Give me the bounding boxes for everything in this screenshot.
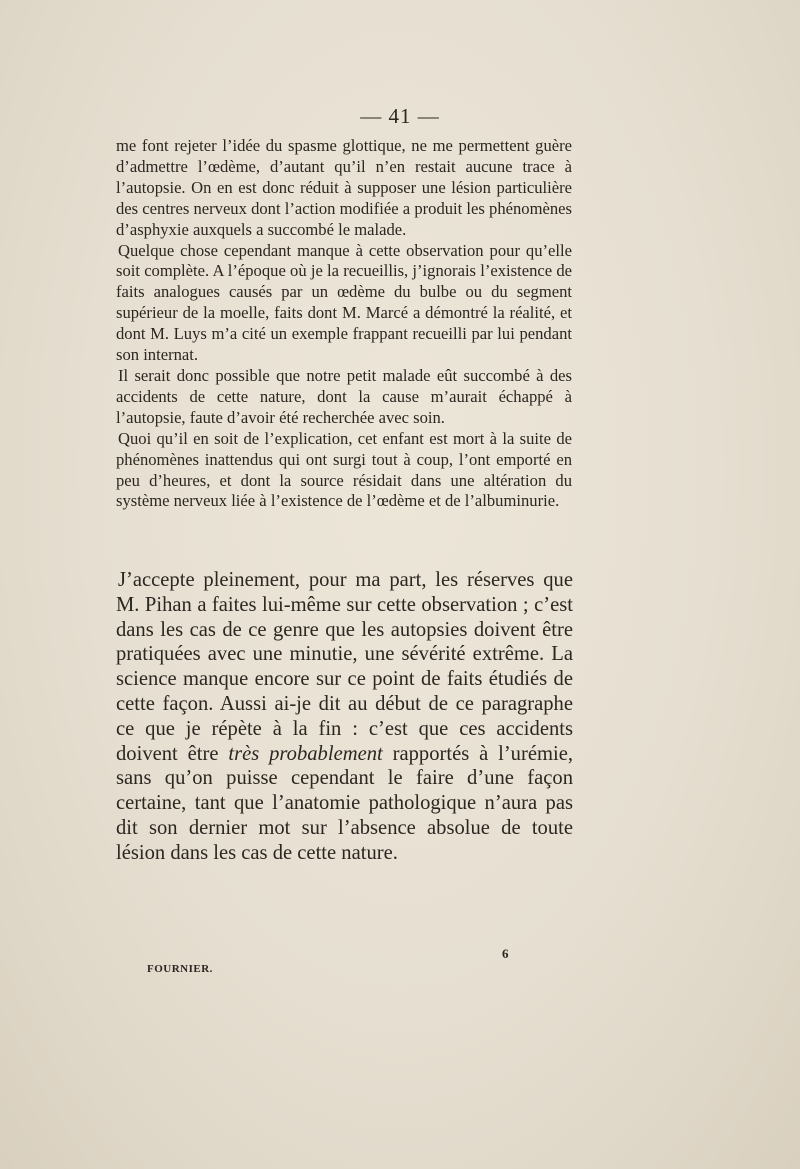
italic-phrase: très probablement <box>228 742 383 765</box>
paragraph: Il serait donc possible que notre petit malade eût succombé à des accidents de cette nature, dont la cause m’aurait échappé à l’autopsie, faute d’avoir été recherchée avec soin. <box>116 365 572 427</box>
paragraph: Quoi qu’il en soit de l’explication, cet enfant est mort à la suite de phénomènes inattendus qui ont surgi tout à coup, l’ont emporté en peu d’heures, et dont la source résidait dans une altération du système nerveux liée à l’existence de l’œdème et de l’albuminurie. <box>116 428 572 511</box>
paragraph <box>116 568 573 866</box>
main-text-section <box>116 568 573 866</box>
paragraph: Quelque chose cependant manque à cette observation pour qu’elle soit complète. A l’époque où je la recueillis, j’ignorais l’existence de faits analogues causés par un œdème du bulbe ou du segment supérieur de la moelle, faits dont M. Marcé a démontré la réalité, et dont M. Luys m’a cité un exemple frappant recueilli par lui pendant son internat. <box>116 240 572 365</box>
text-run: J’accepte pleinement, pour ma part, les réserves que M. Pihan a faites lui-même sur cette observation ; c’est dans les cas de ce genre que les autopsies doivent être pratiquées avec une minutie, une sévérité extrême. La science manque encore sur ce point de faits étudiés de cette façon. Aussi ai-je dit au début de ce paragraphe ce que je répète à la fin : c’est que ces accidents doivent être <box>116 569 573 765</box>
page-number: — 41 — <box>360 104 440 128</box>
small-print-section <box>116 136 572 512</box>
text-run: rapportés à l’urémie, sans qu’on puisse cependant le faire d’une façon certaine, tant que l’anatomie pathologique n’aura pas dit son dernier mot sur l’absence absolue de toute lésion dans les cas de cette nature. <box>116 742 573 864</box>
gathering-number: 6 <box>502 946 509 961</box>
paragraph: me font rejeter l’idée du spasme glottique, ne me permettent guère d’admettre l’œdème, d’autant qu’il n’en restait aucune trace à l’autopsie. On en est donc réduit à supposer une lésion particulière des centres nerveux dont l’action modifiée a produit les phénomènes d’asphyxie auxquels a succombé le malade. <box>116 136 572 239</box>
signature-mark: FOURNIER. <box>147 963 213 975</box>
